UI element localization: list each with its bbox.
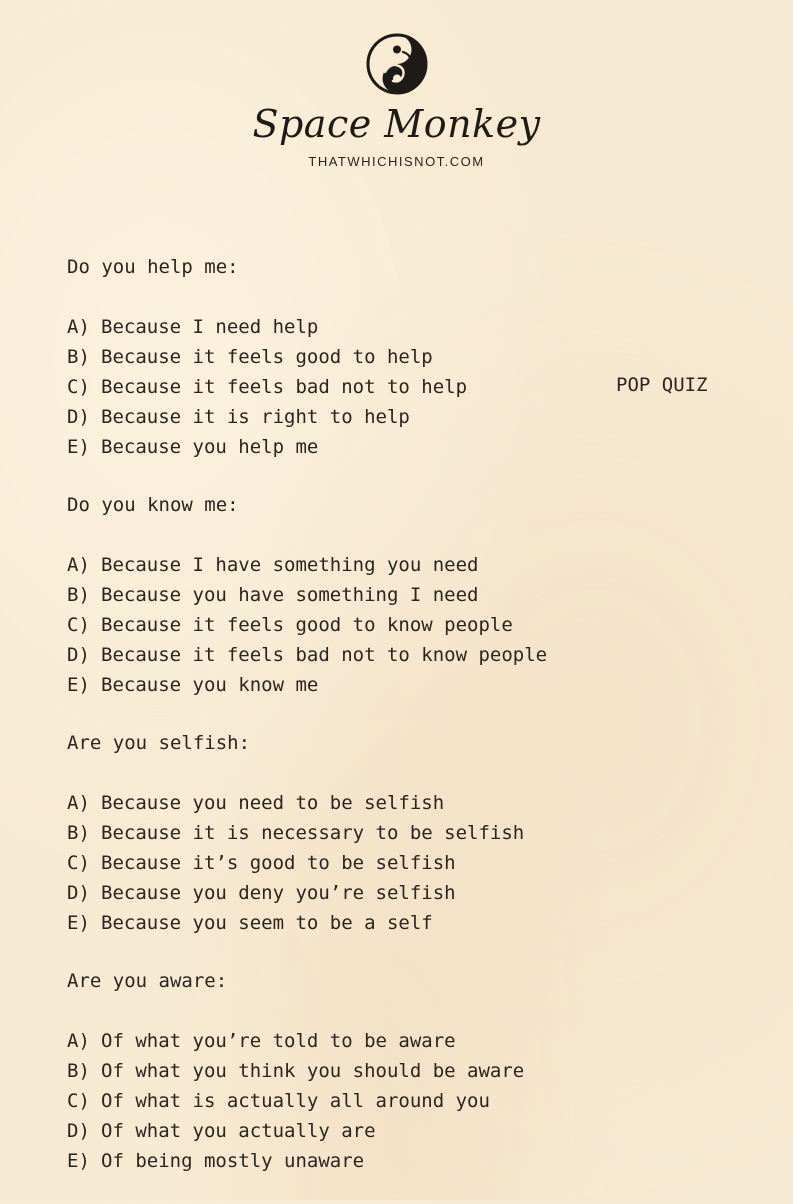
- question-title: Do you know me:: [67, 494, 239, 516]
- answer-letter: E): [67, 674, 90, 696]
- answer-option: [67, 342, 627, 372]
- answer-letter: A): [67, 792, 90, 814]
- answer-text: Of what you actually are: [101, 1120, 376, 1142]
- answer-option: [67, 1086, 627, 1116]
- answer-letter: D): [67, 644, 90, 666]
- answer-text: Because you know me: [101, 674, 319, 696]
- space-monkey-yin-yang-icon: [365, 32, 429, 96]
- answer-text: Because it is necessary to be selfish: [101, 822, 525, 844]
- answer-text: Because it feels good to help: [101, 346, 433, 368]
- answer-letter: C): [67, 1090, 90, 1112]
- answer-letter: D): [67, 406, 90, 428]
- answer-text: Of what you’re told to be aware: [101, 1030, 456, 1052]
- answer-letter: E): [67, 912, 90, 934]
- answer-text: Because it feels good to know people: [101, 614, 513, 636]
- answer-text: Because it feels bad not to help: [101, 376, 468, 398]
- answer-option: [67, 878, 627, 908]
- answer-letter: B): [67, 1060, 90, 1082]
- answer-option: [67, 640, 627, 670]
- answer-option: [67, 1026, 627, 1056]
- answer-text: Because you need to be selfish: [101, 792, 445, 814]
- quiz: [67, 252, 627, 1204]
- brand-name: Space Monkey: [252, 102, 541, 146]
- answer-text: Of what is actually all around you: [101, 1090, 490, 1112]
- answer-text: Because you have something I need: [101, 584, 479, 606]
- answer-text: Because you help me: [101, 436, 319, 458]
- answer-option: [67, 432, 627, 462]
- answer-option: [67, 550, 627, 580]
- answer-text: Because I have something you need: [101, 554, 479, 576]
- quiz-section-aware: [67, 966, 627, 1176]
- answer-letter: A): [67, 554, 90, 576]
- answer-letter: C): [67, 376, 90, 398]
- answer-option: [67, 1146, 627, 1176]
- answer-option: [67, 1116, 627, 1146]
- answer-letter: B): [67, 822, 90, 844]
- answer-letter: A): [67, 316, 90, 338]
- site-url: THATWHICHISNOT.COM: [308, 154, 485, 169]
- answer-option: [67, 372, 627, 402]
- header: [0, 32, 793, 169]
- answer-text: Because I need help: [101, 316, 319, 338]
- answer-letter: B): [67, 346, 90, 368]
- answer-text: Of being mostly unaware: [101, 1150, 365, 1172]
- answer-text: Because you deny you’re selfish: [101, 882, 456, 904]
- quiz-section-help: [67, 252, 627, 462]
- answer-option: [67, 848, 627, 878]
- answer-option: [67, 312, 627, 342]
- answer-option: [67, 908, 627, 938]
- answer-option: [67, 610, 627, 640]
- answer-text: Because it feels bad not to know people: [101, 644, 548, 666]
- answer-letter: E): [67, 1150, 90, 1172]
- answer-letter: C): [67, 852, 90, 874]
- answer-letter: C): [67, 614, 90, 636]
- answer-option: [67, 402, 627, 432]
- answer-option: [67, 818, 627, 848]
- answer-option: [67, 670, 627, 700]
- answer-option: [67, 1056, 627, 1086]
- answer-option: [67, 580, 627, 610]
- answer-option: [67, 788, 627, 818]
- question-title: Do you help me:: [67, 256, 239, 278]
- question-title: Are you aware:: [67, 970, 228, 992]
- pop-quiz-label: POP QUIZ: [616, 374, 708, 396]
- answer-letter: A): [67, 1030, 90, 1052]
- answer-letter: E): [67, 436, 90, 458]
- answer-text: Because it is right to help: [101, 406, 410, 428]
- answer-letter: B): [67, 584, 90, 606]
- answer-text: Because you seem to be a self: [101, 912, 433, 934]
- answer-text: Because it’s good to be selfish: [101, 852, 456, 874]
- quiz-section-selfish: [67, 728, 627, 938]
- quiz-section-know: [67, 490, 627, 700]
- question-title: Are you selfish:: [67, 732, 251, 754]
- answer-letter: D): [67, 882, 90, 904]
- answer-letter: D): [67, 1120, 90, 1142]
- answer-text: Of what you think you should be aware: [101, 1060, 525, 1082]
